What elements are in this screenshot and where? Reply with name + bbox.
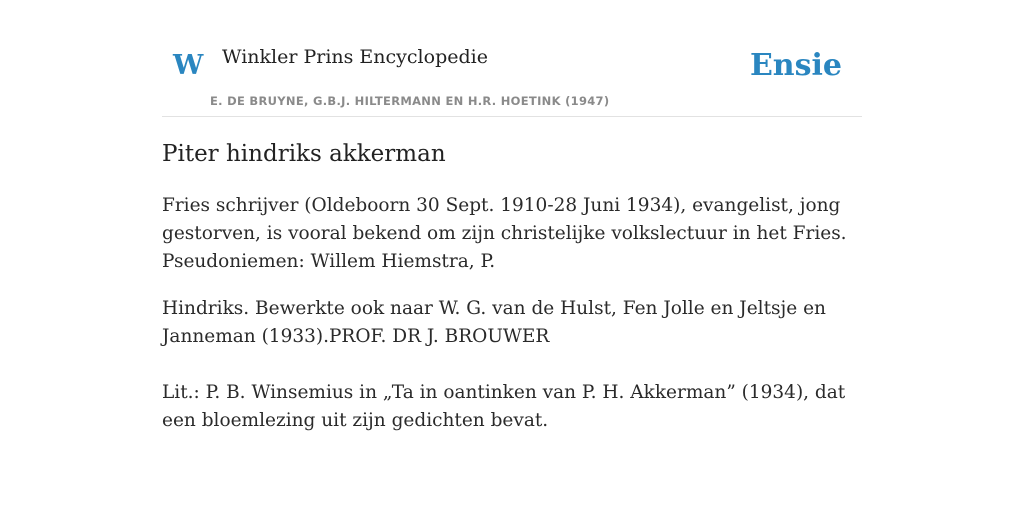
source-logo: W: [173, 50, 204, 81]
article-title: Piter hindriks akkerman: [162, 141, 446, 167]
brand-logo-link[interactable]: Ensie: [749, 48, 842, 83]
article-paragraph: Hindriks. Bewerkte ook naar W. G. van de Hulst, Fen Jolle en Jeltsje en Janneman (1933).PROF. DR J. BROUWER: [162, 297, 826, 347]
source-title[interactable]: Winkler Prins Encyclopedie: [222, 46, 488, 68]
literature-paragraph: Lit.: P. B. Winsemius in „Ta in oantinken van P. H. Akkerman” (1934), dat een bloemlezing uit zijn gedichten bevat.: [162, 381, 846, 431]
source-authors: E. DE BRUYNE, G.B.J. HILTERMANN EN H.R. HOETINK (1947): [210, 94, 610, 108]
article-paragraph: Fries schrijver (Oldeboorn 30 Sept. 1910-28 Juni 1934), evangelist, jong gestorven, is vooral bekend om zijn christelijke volkslectuur in het Fries. Pseudoniemen: Willem Hiemstra, P.: [162, 194, 847, 272]
source-header: [162, 40, 862, 117]
article: [162, 140, 862, 435]
